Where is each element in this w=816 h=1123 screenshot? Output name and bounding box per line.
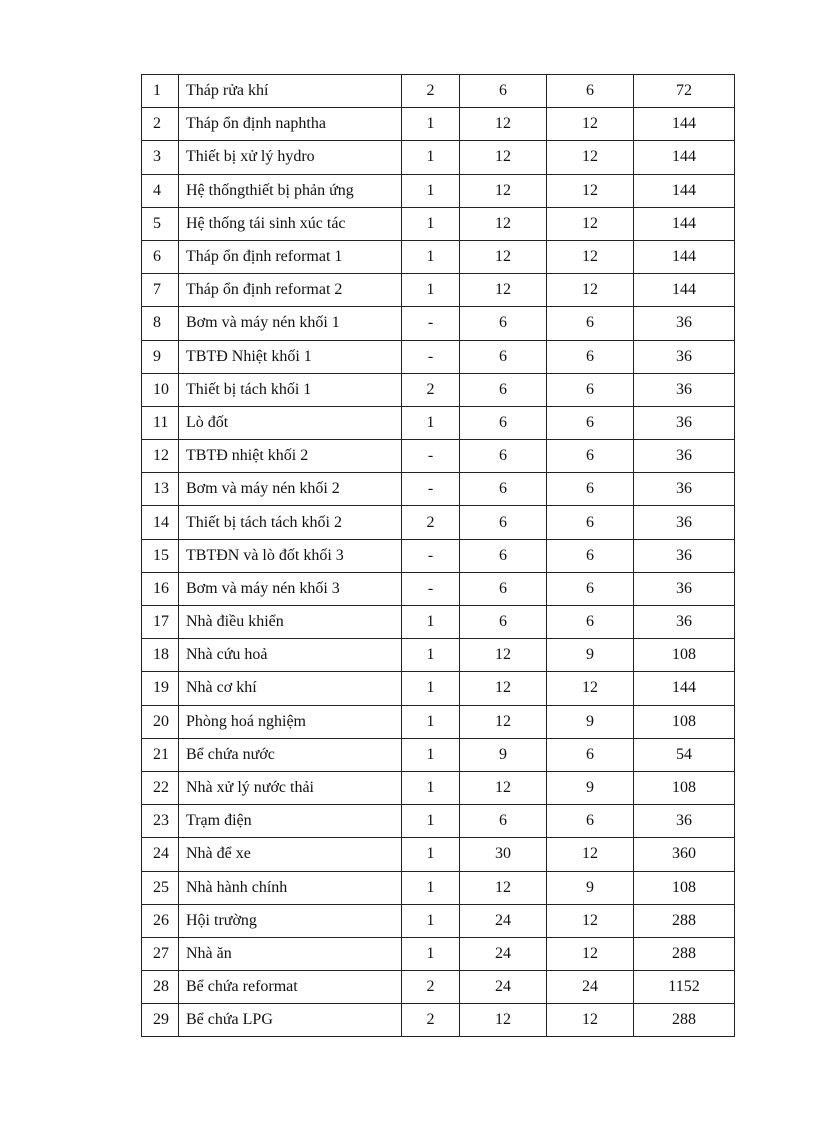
row-number-cell: 4 <box>142 174 179 207</box>
width-cell: 12 <box>547 1004 634 1037</box>
width-cell: 12 <box>547 108 634 141</box>
width-cell: 12 <box>547 904 634 937</box>
row-number-cell: 7 <box>142 274 179 307</box>
quantity-cell: - <box>402 572 460 605</box>
quantity-cell: 1 <box>402 406 460 439</box>
width-cell: 6 <box>547 506 634 539</box>
row-number-cell: 26 <box>142 904 179 937</box>
row-number-cell: 15 <box>142 539 179 572</box>
table-row <box>142 805 735 838</box>
row-number-cell: 19 <box>142 672 179 705</box>
width-cell: 6 <box>547 307 634 340</box>
width-cell: 6 <box>547 406 634 439</box>
area-cell: 144 <box>634 240 735 273</box>
row-number-cell: 17 <box>142 606 179 639</box>
area-cell: 144 <box>634 141 735 174</box>
table-row <box>142 506 735 539</box>
width-cell: 12 <box>547 141 634 174</box>
table-row <box>142 141 735 174</box>
area-cell: 36 <box>634 606 735 639</box>
item-name-cell: Thiết bị xử lý hydro <box>179 141 402 174</box>
width-cell: 12 <box>547 672 634 705</box>
area-cell: 36 <box>634 307 735 340</box>
item-name-cell: TBTĐN và lò đốt khối 3 <box>179 539 402 572</box>
quantity-cell: 1 <box>402 274 460 307</box>
row-number-cell: 16 <box>142 572 179 605</box>
item-name-cell: Hệ thống tái sinh xúc tác <box>179 207 402 240</box>
width-cell: 6 <box>547 340 634 373</box>
table-row <box>142 871 735 904</box>
quantity-cell: - <box>402 340 460 373</box>
row-number-cell: 3 <box>142 141 179 174</box>
length-cell: 12 <box>460 141 547 174</box>
table-row <box>142 473 735 506</box>
row-number-cell: 21 <box>142 738 179 771</box>
item-name-cell: Bơm và máy nén khối 1 <box>179 307 402 340</box>
table-row <box>142 639 735 672</box>
quantity-cell: 1 <box>402 240 460 273</box>
item-name-cell: Bể chứa nước <box>179 738 402 771</box>
area-cell: 36 <box>634 340 735 373</box>
item-name-cell: Nhà hành chính <box>179 871 402 904</box>
area-cell: 288 <box>634 1004 735 1037</box>
quantity-cell: 1 <box>402 174 460 207</box>
area-cell: 108 <box>634 639 735 672</box>
quantity-cell: 1 <box>402 108 460 141</box>
length-cell: 12 <box>460 672 547 705</box>
length-cell: 6 <box>460 340 547 373</box>
row-number-cell: 20 <box>142 705 179 738</box>
table-row <box>142 75 735 108</box>
item-name-cell: Nhà xử lý nước thải <box>179 771 402 804</box>
length-cell: 12 <box>460 174 547 207</box>
quantity-cell: 1 <box>402 606 460 639</box>
width-cell: 9 <box>547 871 634 904</box>
quantity-cell: 1 <box>402 672 460 705</box>
table-row <box>142 539 735 572</box>
length-cell: 6 <box>460 805 547 838</box>
length-cell: 6 <box>460 572 547 605</box>
length-cell: 12 <box>460 705 547 738</box>
item-name-cell: Tháp rửa khí <box>179 75 402 108</box>
length-cell: 6 <box>460 406 547 439</box>
length-cell: 6 <box>460 539 547 572</box>
quantity-cell: 1 <box>402 904 460 937</box>
width-cell: 12 <box>547 207 634 240</box>
item-name-cell: Thiết bị tách khối 1 <box>179 373 402 406</box>
area-cell: 36 <box>634 440 735 473</box>
table-row <box>142 904 735 937</box>
quantity-cell: 2 <box>402 1004 460 1037</box>
area-cell: 108 <box>634 871 735 904</box>
width-cell: 9 <box>547 639 634 672</box>
table-row <box>142 406 735 439</box>
quantity-cell: 2 <box>402 506 460 539</box>
area-cell: 36 <box>634 805 735 838</box>
area-cell: 72 <box>634 75 735 108</box>
item-name-cell: Nhà ăn <box>179 937 402 970</box>
row-number-cell: 5 <box>142 207 179 240</box>
table-row <box>142 971 735 1004</box>
quantity-cell: 1 <box>402 771 460 804</box>
row-number-cell: 10 <box>142 373 179 406</box>
item-name-cell: Nhà cứu hoả <box>179 639 402 672</box>
row-number-cell: 11 <box>142 406 179 439</box>
length-cell: 12 <box>460 771 547 804</box>
item-name-cell: TBTĐ nhiệt khối 2 <box>179 440 402 473</box>
area-cell: 288 <box>634 937 735 970</box>
quantity-cell: 1 <box>402 639 460 672</box>
row-number-cell: 14 <box>142 506 179 539</box>
area-cell: 144 <box>634 672 735 705</box>
item-name-cell: Tháp ổn định reformat 1 <box>179 240 402 273</box>
length-cell: 6 <box>460 506 547 539</box>
table-row <box>142 771 735 804</box>
equipment-table <box>141 74 735 1037</box>
row-number-cell: 8 <box>142 307 179 340</box>
item-name-cell: Hội trường <box>179 904 402 937</box>
row-number-cell: 13 <box>142 473 179 506</box>
area-cell: 108 <box>634 705 735 738</box>
table-row <box>142 738 735 771</box>
row-number-cell: 29 <box>142 1004 179 1037</box>
item-name-cell: Bơm và máy nén khối 3 <box>179 572 402 605</box>
table-row <box>142 207 735 240</box>
length-cell: 12 <box>460 639 547 672</box>
item-name-cell: Hệ thốngthiết bị phản ứng <box>179 174 402 207</box>
width-cell: 6 <box>547 75 634 108</box>
table-row <box>142 340 735 373</box>
area-cell: 108 <box>634 771 735 804</box>
row-number-cell: 18 <box>142 639 179 672</box>
table-row <box>142 373 735 406</box>
area-cell: 54 <box>634 738 735 771</box>
area-cell: 1152 <box>634 971 735 1004</box>
width-cell: 6 <box>547 572 634 605</box>
item-name-cell: Tháp ổn định reformat 2 <box>179 274 402 307</box>
area-cell: 144 <box>634 108 735 141</box>
length-cell: 9 <box>460 738 547 771</box>
area-cell: 36 <box>634 539 735 572</box>
length-cell: 12 <box>460 274 547 307</box>
table-row <box>142 108 735 141</box>
area-cell: 288 <box>634 904 735 937</box>
length-cell: 6 <box>460 307 547 340</box>
row-number-cell: 25 <box>142 871 179 904</box>
area-cell: 144 <box>634 207 735 240</box>
item-name-cell: Bể chứa LPG <box>179 1004 402 1037</box>
length-cell: 12 <box>460 1004 547 1037</box>
quantity-cell: 1 <box>402 937 460 970</box>
width-cell: 6 <box>547 440 634 473</box>
row-number-cell: 9 <box>142 340 179 373</box>
table-row <box>142 705 735 738</box>
quantity-cell: 1 <box>402 805 460 838</box>
area-cell: 36 <box>634 572 735 605</box>
width-cell: 6 <box>547 373 634 406</box>
table-row <box>142 1004 735 1037</box>
width-cell: 24 <box>547 971 634 1004</box>
length-cell: 6 <box>460 75 547 108</box>
table-row <box>142 838 735 871</box>
quantity-cell: 2 <box>402 373 460 406</box>
item-name-cell: TBTĐ Nhiệt khối 1 <box>179 340 402 373</box>
item-name-cell: Thiết bị tách tách khối 2 <box>179 506 402 539</box>
width-cell: 12 <box>547 838 634 871</box>
row-number-cell: 23 <box>142 805 179 838</box>
item-name-cell: Lò đốt <box>179 406 402 439</box>
table-row <box>142 440 735 473</box>
item-name-cell: Phòng hoá nghiệm <box>179 705 402 738</box>
item-name-cell: Nhà điều khiển <box>179 606 402 639</box>
width-cell: 12 <box>547 174 634 207</box>
width-cell: 12 <box>547 937 634 970</box>
width-cell: 12 <box>547 274 634 307</box>
quantity-cell: - <box>402 539 460 572</box>
length-cell: 12 <box>460 207 547 240</box>
quantity-cell: 1 <box>402 705 460 738</box>
quantity-cell: - <box>402 440 460 473</box>
width-cell: 6 <box>547 738 634 771</box>
width-cell: 9 <box>547 771 634 804</box>
area-cell: 36 <box>634 506 735 539</box>
row-number-cell: 27 <box>142 937 179 970</box>
quantity-cell: 1 <box>402 838 460 871</box>
length-cell: 6 <box>460 373 547 406</box>
row-number-cell: 6 <box>142 240 179 273</box>
length-cell: 6 <box>460 440 547 473</box>
area-cell: 36 <box>634 406 735 439</box>
item-name-cell: Trạm điện <box>179 805 402 838</box>
table-row <box>142 274 735 307</box>
quantity-cell: - <box>402 473 460 506</box>
quantity-cell: 2 <box>402 75 460 108</box>
length-cell: 24 <box>460 904 547 937</box>
item-name-cell: Bơm và máy nén khối 2 <box>179 473 402 506</box>
quantity-cell: - <box>402 307 460 340</box>
table-row <box>142 307 735 340</box>
length-cell: 24 <box>460 937 547 970</box>
table-row <box>142 937 735 970</box>
item-name-cell: Tháp ổn định naphtha <box>179 108 402 141</box>
row-number-cell: 28 <box>142 971 179 1004</box>
length-cell: 12 <box>460 108 547 141</box>
length-cell: 6 <box>460 606 547 639</box>
item-name-cell: Nhà để xe <box>179 838 402 871</box>
length-cell: 6 <box>460 473 547 506</box>
length-cell: 30 <box>460 838 547 871</box>
row-number-cell: 1 <box>142 75 179 108</box>
row-number-cell: 12 <box>142 440 179 473</box>
quantity-cell: 1 <box>402 871 460 904</box>
area-cell: 144 <box>634 174 735 207</box>
table-row <box>142 174 735 207</box>
table-row <box>142 606 735 639</box>
width-cell: 6 <box>547 539 634 572</box>
area-cell: 144 <box>634 274 735 307</box>
table-row <box>142 240 735 273</box>
area-cell: 360 <box>634 838 735 871</box>
item-name-cell: Bể chứa reformat <box>179 971 402 1004</box>
area-cell: 36 <box>634 473 735 506</box>
width-cell: 6 <box>547 473 634 506</box>
row-number-cell: 2 <box>142 108 179 141</box>
table-row <box>142 672 735 705</box>
length-cell: 12 <box>460 240 547 273</box>
length-cell: 12 <box>460 871 547 904</box>
width-cell: 6 <box>547 606 634 639</box>
item-name-cell: Nhà cơ khí <box>179 672 402 705</box>
quantity-cell: 1 <box>402 207 460 240</box>
table-body <box>142 75 735 1037</box>
quantity-cell: 2 <box>402 971 460 1004</box>
length-cell: 24 <box>460 971 547 1004</box>
area-cell: 36 <box>634 373 735 406</box>
row-number-cell: 24 <box>142 838 179 871</box>
width-cell: 6 <box>547 805 634 838</box>
quantity-cell: 1 <box>402 141 460 174</box>
row-number-cell: 22 <box>142 771 179 804</box>
width-cell: 9 <box>547 705 634 738</box>
width-cell: 12 <box>547 240 634 273</box>
table-row <box>142 572 735 605</box>
quantity-cell: 1 <box>402 738 460 771</box>
